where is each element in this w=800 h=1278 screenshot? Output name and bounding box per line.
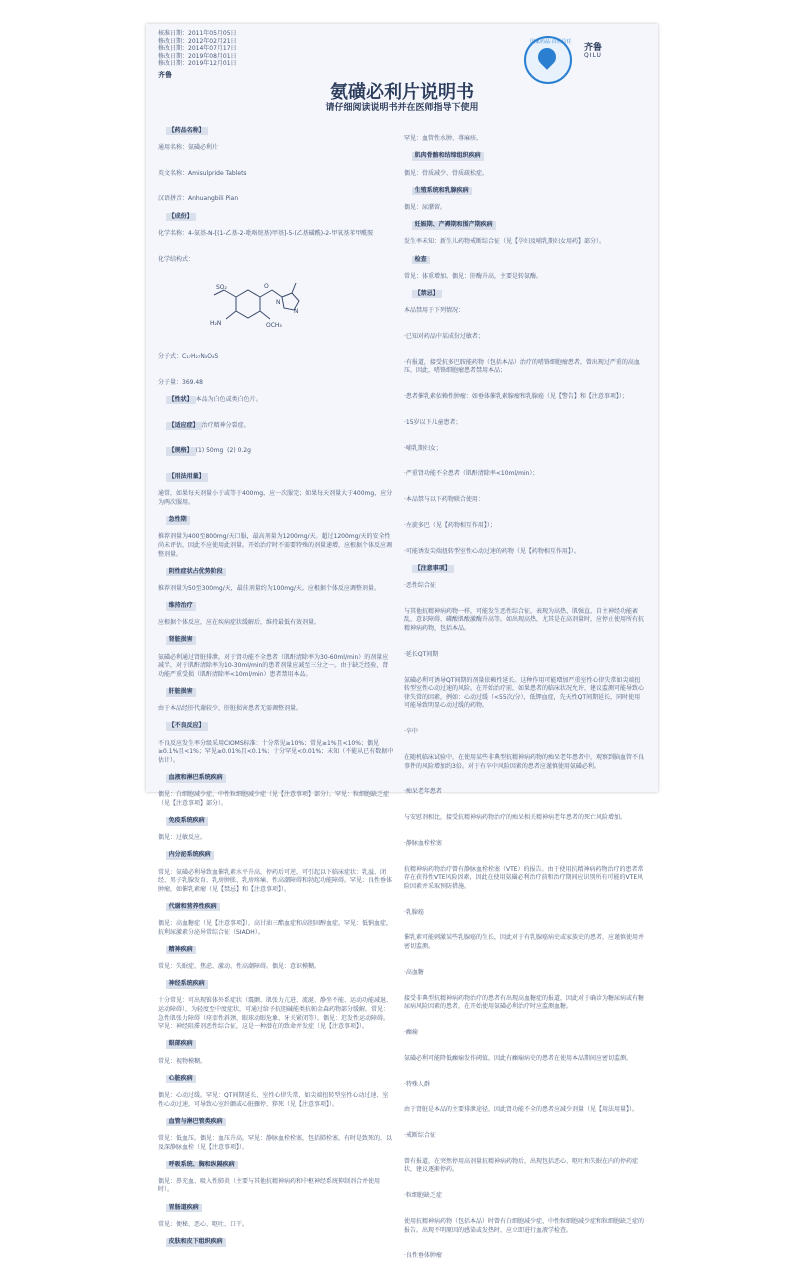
- gi-text: 常见：便秘、恶心、呕吐、口干。: [158, 1220, 249, 1228]
- section-heading: 【成份】: [166, 213, 196, 222]
- subsection-heading: 代谢和营养性疾病: [166, 903, 220, 912]
- subsection-heading: 胃肠道疾病: [166, 1204, 202, 1213]
- renal-text: 氨磺必利通过肾脏排泄。对于肾功能不全患者（肌酐清除率为30-60ml/min）的剂量应减半，对于肌酐清除率为10-30ml/min的患者剂量应减至三分之一。由于缺乏经验，肾功能严重受损（肌酐清除率<10ml/min）患者禁用本品。: [158, 653, 389, 678]
- hepatic-text: 由于本品经肝代谢较少，肝脏损害患者无需调整剂量。: [158, 705, 303, 713]
- subsection-heading: 精神疾病: [166, 946, 196, 955]
- revision-dates: [158, 30, 237, 68]
- contra-item: ·15岁以下儿童患者；: [404, 418, 462, 426]
- subsection-heading: 肾脏损害: [166, 636, 196, 645]
- svg-text:OCH₃: OCH₃: [265, 321, 282, 329]
- subsection-heading: 神经系统疾病: [166, 980, 208, 989]
- skin-text: 罕见：血管性水肿、荨麻疹。: [404, 135, 483, 143]
- precaution-item: 与其他抗精神病药物一样，可能发生恶性综合征，表现为高热、肌强直、自主神经功能紊乱、意识障碍、磷酸肌酸激酶升高等。如出现高热，尤其是在高剂量时，应停止使用所有抗精神病药物，包括本品。: [404, 607, 645, 633]
- precaution-item: ·良性垂体肿瘤: [404, 1252, 442, 1260]
- page-subtitle: 请仔细阅读说明书并在医师指导下使用: [325, 103, 479, 113]
- specs-text: (1) 50mg (2) 0.2g: [195, 447, 251, 455]
- generic-name: 通用名称：氨磺必利片: [158, 143, 219, 151]
- svg-text:SO₂: SO₂: [215, 283, 227, 291]
- cardiac-text: 偶见：心动过缓。罕见：QT间期延长、室性心律失常，如尖端扭转型室性心动过速、室性心动过速，可导致心室纤颤或心脏骤停、猝死（见【注意事项】）。: [158, 1091, 389, 1108]
- psych-text: 常见：失眠症、焦虑、激动、性高潮障碍。偶见：意识模糊。: [158, 963, 321, 971]
- svg-text:N: N: [275, 298, 281, 306]
- subsection-heading: 血液和淋巴系统疾病: [166, 774, 226, 783]
- revision-date: 修改日期：2019年12月01日: [158, 60, 237, 68]
- resp-text: 偶见：鼻充血、吸入性肺炎（主要与其他抗精神病药和中枢神经系统抑制剂合并使用时）。: [158, 1177, 381, 1194]
- acute-text: 推荐剂量为400至800mg/天口服，最高剂量为1200mg/天。超过1200mg/天的安全性尚未评估，因此不应使用此剂量。开始治疗时不需要特殊的剂量递增，应根据个体反应调整剂量。: [158, 533, 393, 558]
- precaution-item: 接受非典型抗精神病药物治疗的患者有出现高血糖症的报道，因此对于确诊为糖尿病或有糖尿病风险因素的患者，在开始使用氨磺必利治疗时应监测血糖。: [404, 994, 645, 1011]
- musculo-text: 偶见：骨质减少、骨质疏松症。: [404, 169, 489, 177]
- lab-text: 常见：体重增加。偶见：肝酶升高，主要是转氨酶。: [404, 272, 543, 280]
- english-name: 英文名称：Amisulpride Tablets: [158, 169, 247, 177]
- subsection-heading: 皮肤和皮下组织疾病: [166, 1238, 226, 1247]
- revision-date: 修改日期：2014年07月17日: [158, 45, 237, 53]
- nervous-text: 十分常见：可出现锥体外系症状（震颤、肌张力亢进、流涎、静坐不能、运动功能减退、运动障碍），为轻度至中度症状，可通过给予抗胆碱能类抗帕金森药物部分缓解。常见：急性肌张力障碍（痉挛性斜颈、眼球动眼危象、牙关紧闭等）。偶见：迟发性运动障碍。罕见：神经阻滞剂恶性综合征，这是一种潜在的致命并发症（见【注意事项】）。: [158, 997, 393, 1031]
- precaution-item: 氨磺必利可能降低癫痫发作阈值，因此有癫痫病史的患者在使用本品期间应密切监测。: [404, 1054, 633, 1062]
- revision-date: 修改日期：2019年08月01日: [158, 52, 237, 60]
- contra-item: ·有报道，接受抗多巴胺能药物（包括本品）治疗的嗜铬细胞瘤患者，曾出现过严重的高血压，因此，嗜铬细胞瘤患者禁用本品；: [404, 358, 640, 375]
- section-heading: 【性状】: [166, 396, 196, 405]
- subsection-heading: 心脏疾病: [166, 1075, 196, 1084]
- precaution-item: ·癫痫: [404, 1028, 418, 1036]
- brand-sub: QILU: [584, 52, 602, 59]
- section-heading: 【药品名称】: [166, 127, 208, 136]
- subsection-heading: 内分泌系统疾病: [166, 851, 214, 860]
- blood-text: 偶见：白细胞减少症、中性粒细胞减少症（见【注意事项】部分）。罕见：粒细胞缺乏症（见【注意事项】部分）。: [158, 791, 390, 807]
- subsection-heading: 阴性症状占优势阶段: [166, 568, 226, 577]
- subsection-heading: 生殖系统和乳腺疾病: [412, 187, 472, 196]
- precaution-item: 催乳素可能刺激某些乳腺癌的生长，因此对于有乳腺癌病史或家族史的患者，应谨慎使用并密切监测。: [404, 934, 645, 950]
- negative-text: 推荐剂量为50至300mg/天，最佳剂量约为100mg/天。应根据个体反应调整剂量。: [158, 584, 380, 592]
- precaution-item: 曾有报道，在突然停用高剂量抗精神病药物后，出现包括恶心、呕吐和失眠在内的停药症状，建议逐渐停药。: [404, 1157, 639, 1174]
- indications-text: 治疗精神分裂症。: [201, 421, 250, 429]
- precaution-item: 使用抗精神病药物（包括本品）时曾有白细胞减少症、中性粒细胞减少症和粒细胞缺乏症的报告。出现不明原因的感染或发热时，应立即进行血液学检查。: [404, 1218, 645, 1234]
- contra-item: ·哺乳期妇女；: [404, 444, 442, 452]
- subsection-heading: 免疫系统疾病: [166, 817, 208, 826]
- subsection-heading: 肌肉骨骼和结缔组织疾病: [412, 152, 484, 161]
- revision-date: 核准日期：2011年05月05日: [158, 30, 237, 37]
- logo-arc-text: 国家药品·百姓信任: [530, 39, 572, 45]
- svg-text:N: N: [293, 307, 299, 315]
- section-heading: 【不良反应】: [166, 722, 208, 731]
- brand-small: 齐鲁: [158, 71, 172, 79]
- precaution-item: 由于肾脏是本品的主要排泄途径，因此肾功能不全的患者应减少剂量（见【用法用量】）。: [404, 1106, 639, 1114]
- subsection-heading: 眼部疾病: [166, 1040, 196, 1049]
- right-column: [404, 118, 646, 1278]
- precaution-item: ·延长QT间期: [404, 650, 439, 658]
- precaution-item: ·粒细胞缺乏症: [404, 1192, 442, 1200]
- immune-text: 偶见：过敏反应。: [158, 834, 207, 842]
- subsection-heading: 维持治疗: [166, 602, 196, 611]
- endocrine-text: 常见：氨磺必利导致血催乳素水平升高，停药后可逆，可引起以下临床症状：乳溢、闭经、男子乳腺发育、乳房肿胀、乳房疼痛、性高潮障碍和勃起功能障碍。罕见：良性垂体肿瘤，如催乳素瘤（见【禁忌】和【注意事项】）。: [158, 868, 393, 893]
- page-title: 氨磺必利片说明书: [330, 82, 474, 103]
- pinyin-name: 汉语拼音：Anhuangbili Pian: [158, 195, 239, 203]
- eye-text: 常见：视物模糊。: [158, 1057, 207, 1065]
- molecular-weight: 分子量：369.48: [158, 378, 203, 386]
- precaution-item: 抗精神病药物治疗曾有静脉血栓栓塞（VTE）的报告。由于使用抗精神病药物治疗的患者常存在获得性VTE风险因素，因此在使用氨磺必利治疗前和治疗期间应识别所有可能的VTE风险因素并采取预防措施。: [404, 865, 644, 890]
- precaution-item: ·恶性综合征: [404, 582, 436, 590]
- contra-intro: 本品禁用于下列情况：: [404, 307, 465, 315]
- precaution-item: ·乳腺癌: [404, 908, 424, 916]
- leaflet-sheet: [146, 24, 658, 1260]
- precaution-item: 氨磺必利可诱导QT间期的剂量依赖性延长。这种作用可能增加严重室性心律失常如尖端扭转型室性心动过速的风险。在开始治疗前，如果患者的临床状况允许，建议监测可能导致心律失常的因素，例如：心动过缓（<55次/分），低钾血症，先天性QT间期延长，同时使用可能导致明显心动过缓的药物。: [404, 676, 645, 710]
- usage-text: 通常，如果每天剂量小于或等于400mg，应一次服完；如果每天剂量大于400mg，应分为两次服用。: [158, 490, 393, 506]
- precaution-item: ·卒中: [404, 728, 418, 736]
- svg-text:H₂N: H₂N: [209, 319, 222, 327]
- pregnancy-text: 发生率未知：新生儿药物戒断综合征（见【孕妇及哺乳期妇女用药】部分）。: [404, 238, 606, 246]
- contra-item: ·患者催乳素依赖性肿瘤：如垂体催乳素腺瘤和乳腺癌（见【警告】和【注意事项】）；: [404, 393, 628, 400]
- maintenance-text: 应根据个体反应，应在疾病症状缓解后，维持最低有效剂量。: [158, 619, 321, 627]
- contra-item: ·可能诱发尖端扭转型室性心动过速的药物（见【药物相互作用】）。: [404, 547, 580, 555]
- revision-date: 修改日期：2012年02月21日: [158, 37, 237, 45]
- vascular-text: 常见：低血压。偶见：血压升高。罕见：静脉血栓栓塞，包括肺栓塞，有时是致死的，以及深静脉血栓（见【注意事项】）。: [158, 1134, 393, 1151]
- chemical-name: 化学名称：4-氨基-N-[(1-乙基-2-吡咯烷基)甲基]-5-(乙基磺酰)-2-甲氧基苯甲酰胺: [158, 229, 374, 237]
- chemical-structure-diagram: [196, 277, 306, 337]
- section-heading: 【规格】: [166, 447, 196, 456]
- adverse-intro: 不良反应发生率分级采用CIOMS标准：十分常见≥10%；常见≥1%且<10%；偶见≥0.1%且<1%；罕见≥0.01%且<0.1%；十分罕见<0.01%；未知（不能从已有数据中估计）。: [158, 739, 394, 764]
- subsection-heading: 呼吸系统、胸和纵隔疾病: [166, 1161, 238, 1170]
- contra-item: ·已知对药品中某成份过敏者；: [404, 332, 484, 340]
- contra-item: ·左旋多巴（见【药物相互作用】）；: [404, 521, 496, 529]
- section-heading: 【适应症】: [166, 422, 202, 431]
- subsection-heading: 肝脏损害: [166, 688, 196, 697]
- precaution-item: ·静脉血栓栓塞: [404, 839, 442, 847]
- reproductive-text: 偶见：尿潴留。: [404, 203, 447, 211]
- subsection-heading: 妊娠期、产褥期和围产期疾病: [412, 221, 496, 230]
- subsection-heading: 急性期: [166, 516, 190, 525]
- appearance-text: 本品为白色或类白色片。: [195, 395, 262, 403]
- precaution-item: 在随机临床试验中，在使用某些非典型抗精神病药物的痴呆老年患者中，观察到脑血管不良事件的风险增加约3倍。对于有卒中风险因素的患者应谨慎使用氨磺必利。: [404, 753, 645, 770]
- molecular-formula: 分子式：C₁₇H₂₇N₃O₄S: [158, 352, 219, 360]
- section-heading: 【用法用量】: [166, 473, 208, 482]
- section-heading: 【注意事项】: [412, 565, 454, 574]
- precaution-item: ·特殊人群: [404, 1080, 430, 1088]
- brand-logo: 齐鲁: [584, 43, 603, 53]
- precaution-item: ·高血糖: [404, 968, 424, 976]
- precaution-item: ·痴呆老年患者: [404, 788, 442, 796]
- metabolic-text: 偶见：高血糖症（见【注意事项】），高甘油三酯血症和高胆固醇血症。罕见：低钠血症，抗利尿激素分泌异常综合征（SIADH）。: [158, 920, 393, 936]
- subsection-heading: 血管与淋巴管类疾病: [166, 1118, 226, 1127]
- precaution-item: ·戒断综合征: [404, 1132, 436, 1140]
- subsection-heading: 检查: [412, 256, 430, 265]
- structure-label: 化学结构式：: [158, 255, 195, 263]
- contra-item: ·严重肾功能不全患者（肌酐清除率<10ml/min）；: [404, 470, 539, 478]
- left-column: [158, 118, 394, 1255]
- contra-item: ·本品禁与以下药物联合使用：: [404, 496, 484, 504]
- precaution-item: 与安慰剂相比，接受抗精神病药物治疗的痴呆相关精神病老年患者的死亡风险增加。: [404, 814, 627, 822]
- svg-text:O: O: [263, 282, 269, 290]
- section-heading: 【禁忌】: [412, 290, 442, 299]
